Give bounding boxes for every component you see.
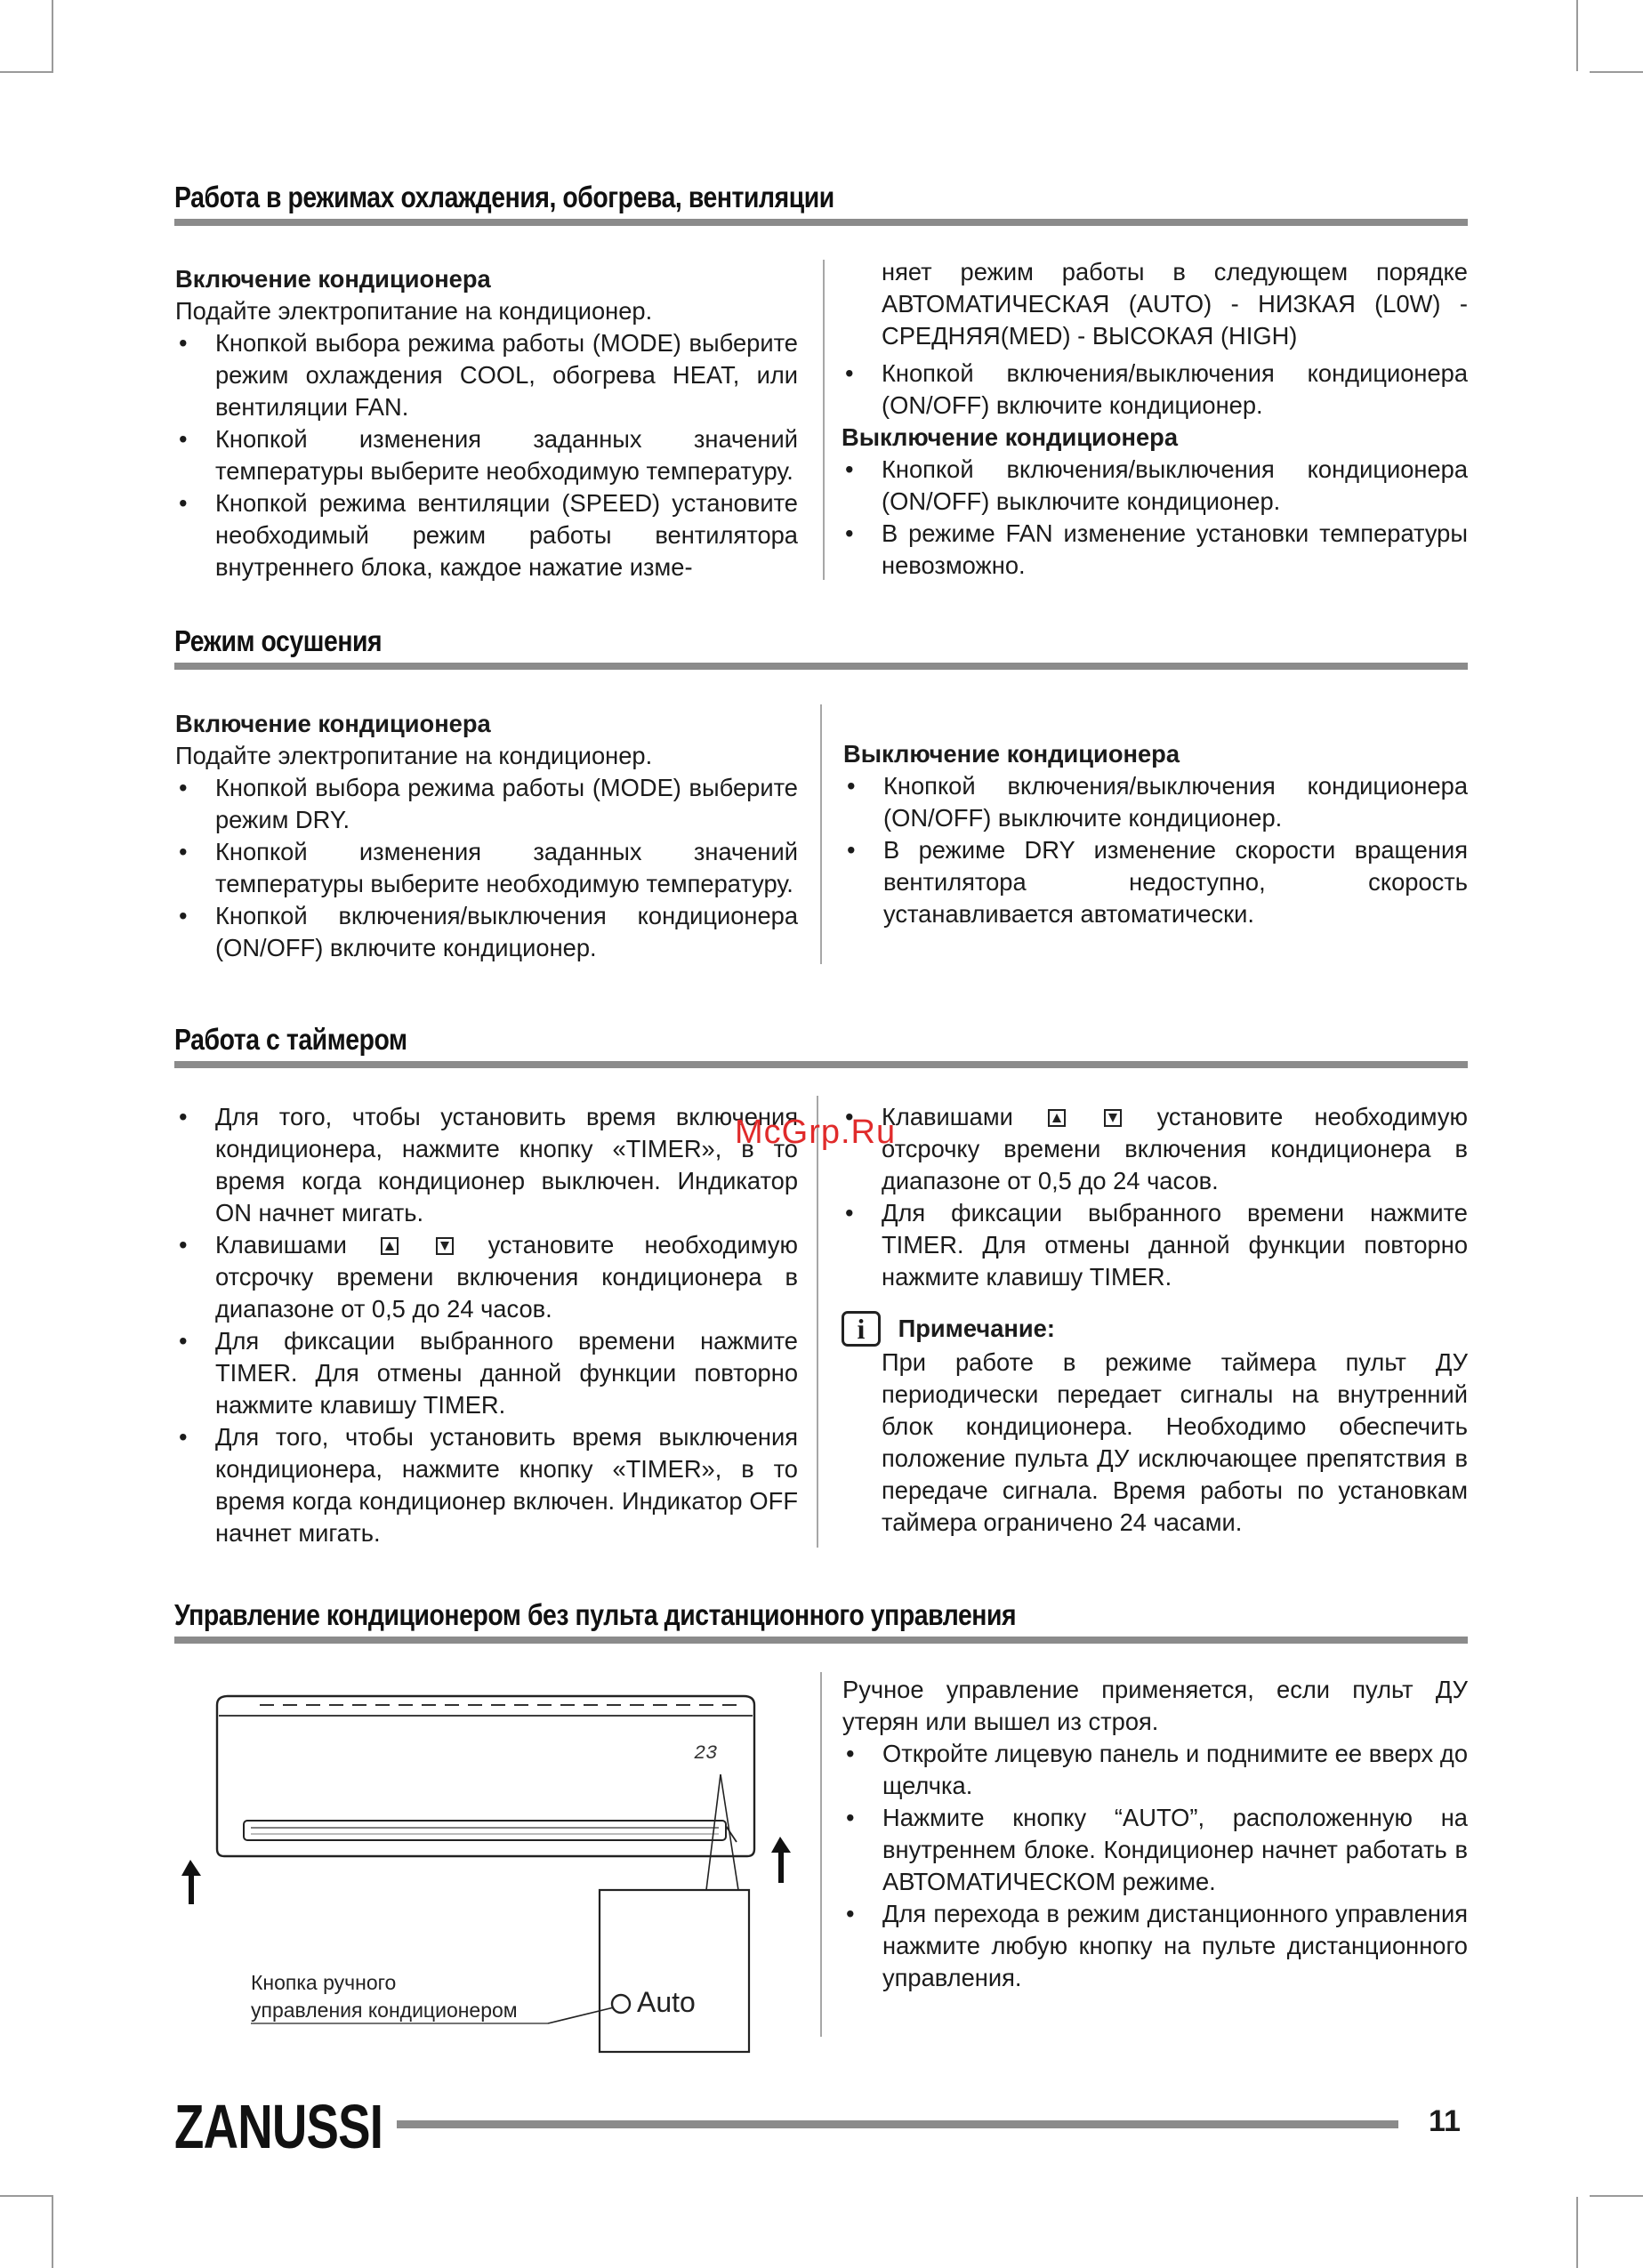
item-text-end: установите необходимую отсрочку времени включения кондиционера в диапазоне от 0,5 до 24 часов.	[215, 1231, 798, 1323]
continuation-text: няет режим работы в следующем порядке АВТОМАТИЧЕСКАЯ (AUTO) - НИЗКАЯ (L0W) - СРЕДНЯЯ(MED) - ВЫСОКАЯ (HIGH)	[882, 258, 1468, 350]
list-item: • Кнопкой изменения заданных значений температуры выберите необходимую температуру.	[175, 423, 798, 487]
section-title-dry: Режим осушения	[174, 624, 383, 657]
subheading-turn-off: Выключение кондиционера	[842, 423, 1179, 451]
timer-right-list	[842, 1101, 1468, 1293]
crop-mark	[1576, 0, 1578, 71]
column-divider	[820, 1672, 822, 2037]
column-divider	[820, 704, 822, 964]
list-item: • Кнопкой изменения заданных значений температуры выберите необходимую температуру.	[175, 836, 798, 900]
detail-callout-box	[600, 1890, 749, 2052]
crop-mark	[52, 2197, 53, 2268]
item-text-end: установите необходимую отсрочку времени включения кондиционера в диапазоне от 0,5 до 24 часов.	[882, 1103, 1468, 1194]
list-item: • Для фиксации выбранного времени нажмите TIMER. Для отмены данной функции повторно нажмите клавишу TIMER.	[175, 1325, 798, 1421]
list-item: • Кнопкой выбора режима работы (MODE) выберите режим охлаждения COOL, обогрева HEAT, или вентиляции FAN.	[175, 327, 798, 423]
list-item: • Для того, чтобы установить время выключения кондиционера, нажмите кнопку «TIMER», в то время когда кондиционер включен. Индикатор OFF начнет мигать.	[175, 1421, 798, 1549]
list-item: • Кнопкой выбора режима работы (MODE) выберите режим DRY.	[175, 772, 798, 836]
auto-button-icon	[612, 1995, 630, 2013]
brand-logo: ZANUSSI	[174, 2092, 383, 2161]
dry-right-list	[843, 770, 1468, 930]
list-item: • Нажмите кнопку “AUTO”, расположенную на внутреннем блоке. Кондиционер начнет работать в АВТОМАТИЧЕСКОМ режиме.	[842, 1802, 1468, 1898]
item-text-start: Клавишами	[882, 1103, 1013, 1130]
list-item: • Кнопкой включения/выключения кондиционера (ON/OFF) выключите кондиционер.	[843, 770, 1468, 834]
unit-louver	[244, 1821, 726, 1840]
note-heading: Примечание:	[898, 1315, 1055, 1342]
list-item: • Откройте лицевую панель и поднимите ее вверх до щелчка.	[842, 1738, 1468, 1802]
label-line-2: управления кондиционером	[251, 1999, 518, 2022]
cool-right-list	[842, 358, 1468, 422]
dry-right-column	[843, 738, 1468, 930]
info-icon: i	[842, 1311, 881, 1347]
list-item: • В режиме DRY изменение скорости вращения вентилятора недоступно, скорость устанавливается автоматически.	[843, 834, 1468, 930]
list-item: • Кнопкой включения/выключения кондиционера (ON/OFF) включите кондиционер.	[175, 900, 798, 964]
label-line-1: Кнопка ручного	[251, 1971, 397, 1994]
cool-right-column	[842, 256, 1468, 582]
list-item: • Для фиксации выбранного времени нажмите TIMER. Для отмены данной функции повторно нажмите клавишу TIMER.	[842, 1197, 1468, 1293]
section-title-timer: Работа с таймером	[174, 1023, 407, 1056]
crop-mark	[52, 0, 53, 71]
section-rule	[174, 1061, 1468, 1068]
crop-mark	[1590, 2195, 1643, 2197]
subheading-turn-on: Включение кондиционера	[175, 710, 491, 737]
list-item: • Для того, чтобы установить время включения кондиционера, нажмите кнопку «TIMER», в то время когда кондиционер выключен. Индикатор ON начнет мигать.	[175, 1101, 798, 1229]
down-arrow-key-icon	[1104, 1109, 1122, 1127]
manual-right-column	[842, 1674, 1468, 1994]
list-item: • Кнопкой включения/выключения кондиционера (ON/OFF) выключите кондиционер.	[842, 454, 1468, 518]
cool-left-list	[175, 327, 798, 583]
note-header	[842, 1311, 1468, 1347]
page-number: 11	[1429, 2104, 1461, 2138]
crop-mark	[0, 2195, 53, 2197]
column-divider	[817, 1096, 818, 1548]
subheading-turn-on: Включение кондиционера	[175, 265, 491, 293]
list-item-arrows	[175, 1229, 798, 1325]
intro-text: Ручное управление применяется, если пульт ДУ утерян или вышел из строя.	[842, 1676, 1468, 1735]
cool-right-list-2	[842, 454, 1468, 582]
section-rule	[174, 663, 1468, 670]
manual-right-list	[842, 1738, 1468, 1994]
auto-button-label: Auto	[637, 1986, 696, 2018]
intro-text: Подайте электропитание на кондиционер.	[175, 742, 653, 769]
note-text: При работе в режиме таймера пульт ДУ периодически передает сигналы на внутренний блок кондиционера. Необходимо обеспечить положение пульта ДУ исключающее препятствия в передаче сигнала. Время работы по установкам таймера ограничено 24 часами.	[882, 1348, 1468, 1536]
dry-left-column	[175, 708, 798, 964]
watermark: McGrp.Ru	[735, 1114, 897, 1151]
timer-left-list	[175, 1101, 798, 1549]
section-rule	[174, 1637, 1468, 1644]
up-arrow-key-icon	[381, 1237, 399, 1255]
footer-rule	[397, 2120, 1398, 2128]
timer-right-column	[842, 1101, 1468, 1539]
intro-text: Подайте электропитание на кондиционер.	[175, 297, 653, 325]
list-item: • Кнопкой включения/выключения кондиционера (ON/OFF) включите кондиционер.	[842, 358, 1468, 422]
dry-left-list	[175, 772, 798, 964]
item-text-start: Клавишами	[215, 1231, 347, 1259]
section-title-manual-control: Управление кондиционером без пульта дистанционного управления	[174, 1598, 1017, 1631]
cool-left-column	[175, 263, 798, 583]
right-up-arrow-icon	[771, 1837, 791, 1883]
list-item: • В режиме FAN изменение установки температуры невозможно.	[842, 518, 1468, 582]
section-rule	[174, 219, 1468, 226]
subheading-turn-off: Выключение кондиционера	[843, 740, 1180, 768]
list-item: • Кнопкой режима вентиляции (SPEED) установите необходимый режим работы вентилятора внутреннего блока, каждое нажатие изме-	[175, 487, 798, 583]
crop-mark	[1590, 71, 1643, 73]
up-arrow-key-icon	[1048, 1109, 1066, 1127]
list-item-arrows	[842, 1101, 1468, 1197]
crop-mark	[1576, 2197, 1578, 2268]
unit-display-reading: 23	[694, 1742, 718, 1765]
list-item: • Для перехода в режим дистанционного управления нажмите любую кнопку на пульте дистанционного управления.	[842, 1898, 1468, 1994]
left-up-arrow-icon	[181, 1860, 201, 1904]
manual-button-label	[251, 1969, 518, 2024]
down-arrow-key-icon	[436, 1237, 454, 1255]
crop-mark	[0, 71, 53, 73]
column-divider	[823, 260, 825, 580]
section-title-cool-heat-fan: Работа в режимах охлаждения, обогрева, вентиляции	[174, 181, 834, 213]
timer-left-column	[175, 1101, 798, 1549]
